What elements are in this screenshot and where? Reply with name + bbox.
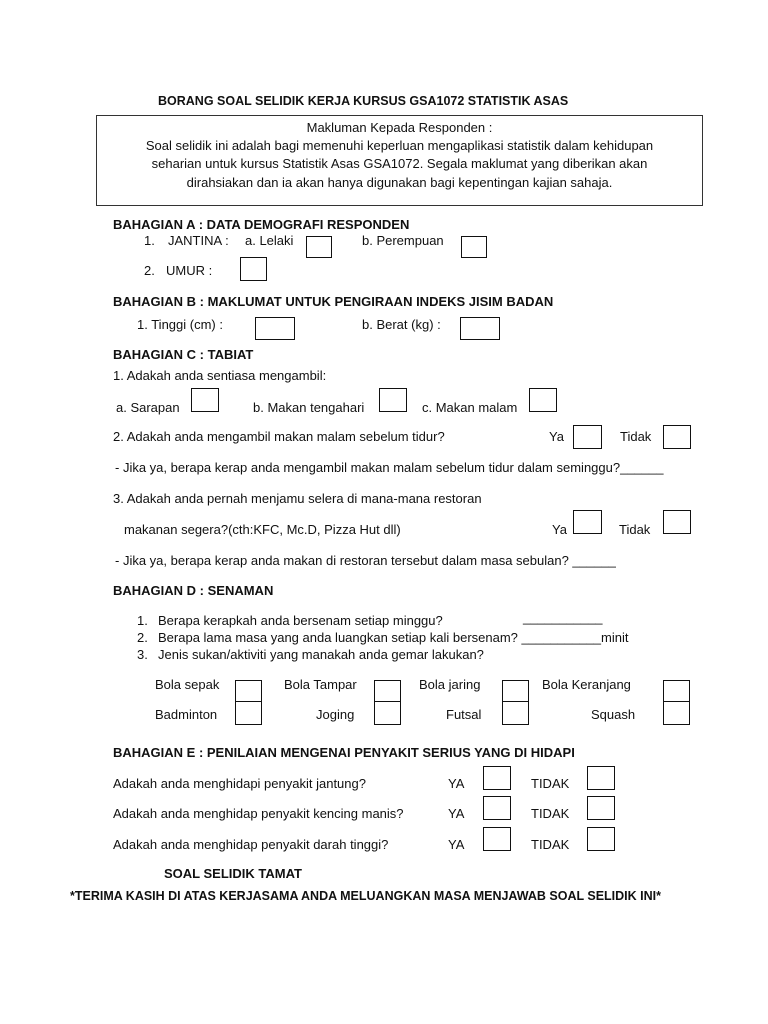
notice-heading: Makluman Kepada Responden : — [306, 120, 493, 135]
option-lunch: b. Makan tengahari — [253, 400, 365, 415]
notice-line: seharian untuk kursus Statistik Asas GSA1072. Segala maklumat yang diberikan akan — [151, 156, 648, 171]
checkbox-yes[interactable] — [573, 425, 602, 449]
no-label: TIDAK — [531, 806, 570, 821]
checkbox-no[interactable] — [587, 766, 615, 790]
sport-option: Squash — [591, 707, 636, 722]
option-breakfast: a. Sarapan — [116, 400, 180, 415]
yes-label: YA — [448, 776, 465, 791]
checkbox-no[interactable] — [587, 796, 615, 820]
section-b-heading: BAHAGIAN B : MAKLUMAT UNTUK PENGIRAAN INDEKS JISIM BADAN — [113, 294, 554, 309]
age-input-box[interactable] — [240, 257, 267, 281]
checkbox-male[interactable] — [306, 236, 332, 258]
sport-option: Futsal — [446, 707, 482, 722]
question-number: 3. — [137, 647, 148, 662]
sport-option: Bola sepak — [155, 677, 220, 692]
checkbox-female[interactable] — [461, 236, 487, 258]
survey-end-text: SOAL SELIDIK TAMAT — [164, 866, 302, 881]
yes-label: Ya — [549, 429, 564, 444]
thank-you-text: *TERIMA KASIH DI ATAS KERJASAMA ANDA MELUANGKAN MASA MENJAWAB SOAL SELIDIK INI* — [70, 889, 661, 903]
question-number: 1. — [144, 233, 155, 248]
gender-option-male: a. Lelaki — [245, 233, 294, 248]
sport-option: Bola Tampar — [284, 677, 357, 692]
no-label: TIDAK — [531, 776, 570, 791]
checkbox-lunch[interactable] — [379, 388, 407, 412]
question-text: 1. Adakah anda sentiasa mengambil: — [113, 368, 327, 383]
yes-label: YA — [448, 806, 465, 821]
question-text: Adakah anda menghidapi penyakit jantung? — [113, 776, 366, 791]
checkbox-yes[interactable] — [483, 827, 511, 851]
gender-label: JANTINA : — [168, 233, 229, 248]
follow-up-question: - Jika ya, berapa kerap anda makan di restoran tersebut dalam masa sebulan? ______ — [115, 553, 616, 568]
option-dinner: c. Makan malam — [422, 400, 518, 415]
form-title: BORANG SOAL SELIDIK KERJA KURSUS GSA1072 STATISTIK ASAS — [158, 94, 569, 108]
section-d-heading: BAHAGIAN D : SENAMAN — [113, 583, 274, 598]
question-number: 2. — [137, 630, 148, 645]
question-text: Berapa kerapkah anda bersenam setiap minggu? — [158, 613, 443, 628]
notice-line: Soal selidik ini adalah bagi memenuhi keperluan mengaplikasi statistik dalam kehidupan — [145, 138, 654, 153]
sport-option: Joging — [316, 707, 355, 722]
yes-label: YA — [448, 837, 465, 852]
checkbox-sport[interactable] — [663, 701, 690, 725]
checkbox-sport[interactable] — [502, 701, 529, 725]
checkbox-dinner[interactable] — [529, 388, 557, 412]
section-a-heading: BAHAGIAN A : DATA DEMOGRAFI RESPONDEN — [113, 217, 410, 232]
checkbox-yes[interactable] — [573, 510, 602, 534]
follow-up-question: - Jika ya, berapa kerap anda mengambil makan malam sebelum tidur dalam seminggu?______ — [115, 460, 664, 475]
weight-input-box[interactable] — [460, 317, 500, 340]
checkbox-yes[interactable] — [483, 796, 511, 820]
gender-option-female: b. Perempuan — [362, 233, 444, 248]
section-c-heading: BAHAGIAN C : TABIAT — [113, 347, 254, 362]
checkbox-yes[interactable] — [483, 766, 511, 790]
sport-option: Bola Keranjang — [542, 677, 631, 692]
checkbox-no[interactable] — [663, 510, 691, 534]
question-number: 2. — [144, 263, 155, 278]
weight-label: b. Berat (kg) : — [362, 317, 441, 332]
checkbox-sport[interactable] — [235, 701, 262, 725]
respondent-notice — [96, 115, 703, 206]
yes-label: Ya — [552, 522, 567, 537]
notice-line: dirahsiakan dan ia akan hanya digunakan bagi kepentingan kajian sahaja. — [186, 175, 613, 190]
age-label: UMUR : — [166, 263, 213, 278]
no-label: Tidak — [620, 429, 652, 444]
sport-option: Bola jaring — [419, 677, 481, 692]
question-text: Adakah anda menghidap penyakit kencing manis? — [113, 806, 404, 821]
section-e-heading: BAHAGIAN E : PENILAIAN MENGENAI PENYAKIT SERIUS YANG DI HIDAPI — [113, 745, 575, 760]
answer-blank[interactable]: ___________ — [523, 610, 603, 625]
question-text: 2. Adakah anda mengambil makan malam sebelum tidur? — [113, 429, 445, 444]
checkbox-no[interactable] — [587, 827, 615, 851]
question-text: Adakah anda menghidap penyakit darah tinggi? — [113, 837, 389, 852]
question-number: 1. — [137, 613, 148, 628]
question-text: Jenis sukan/aktiviti yang manakah anda gemar lakukan? — [158, 647, 484, 662]
height-label: 1. Tinggi (cm) : — [137, 317, 223, 332]
checkbox-no[interactable] — [663, 425, 691, 449]
question-text: makanan segera?(cth:KFC, Mc.D, Pizza Hut dll) — [124, 522, 401, 537]
checkbox-sport[interactable] — [374, 701, 401, 725]
question-text: 3. Adakah anda pernah menjamu selera di mana-mana restoran — [113, 491, 482, 506]
no-label: Tidak — [619, 522, 651, 537]
sport-option: Badminton — [155, 707, 218, 722]
height-input-box[interactable] — [255, 317, 295, 340]
checkbox-breakfast[interactable] — [191, 388, 219, 412]
question-text: Berapa lama masa yang anda luangkan setiap kali bersenam? ___________minit — [158, 630, 629, 645]
no-label: TIDAK — [531, 837, 570, 852]
